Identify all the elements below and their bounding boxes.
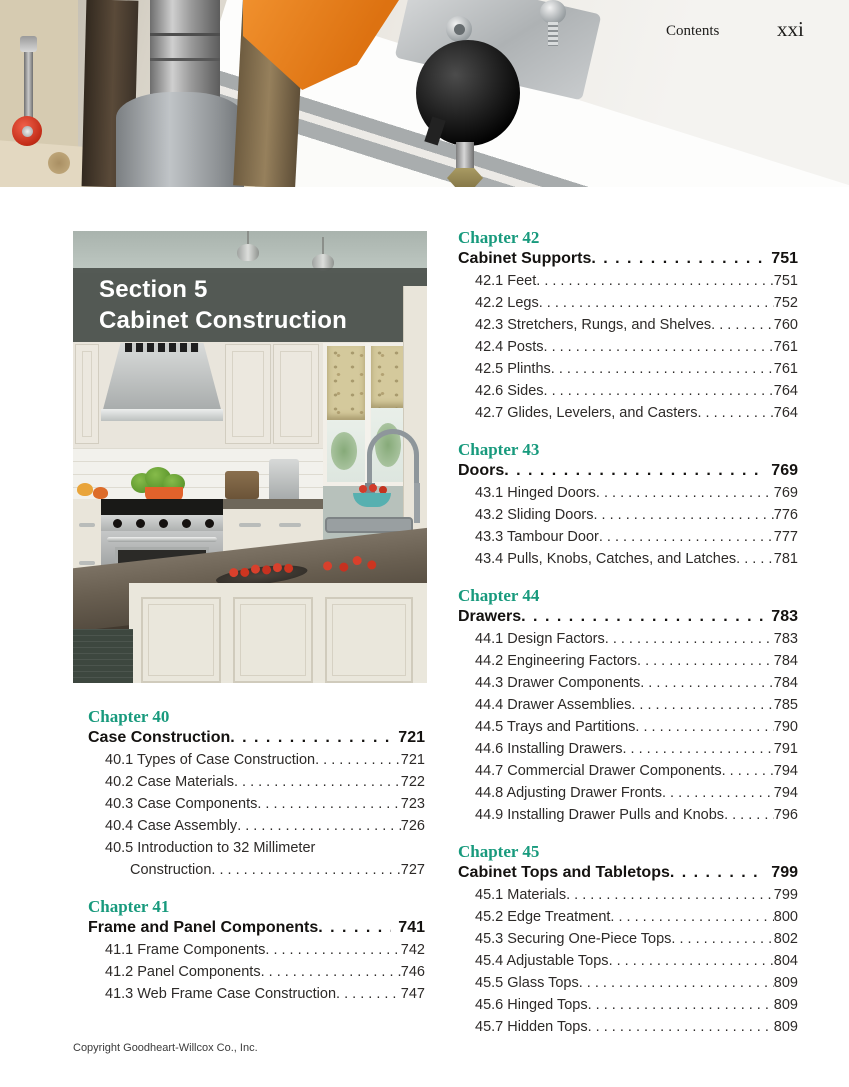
entry-label: 43.1 Hinged Doors	[475, 485, 596, 501]
entry-label: 41.3 Web Frame Case Construction	[105, 986, 337, 1002]
range-knobs	[113, 519, 122, 528]
machinery-photo-banner	[0, 0, 849, 187]
pendant-chain	[247, 231, 249, 245]
dot-leader	[579, 972, 774, 994]
toc-entry	[88, 771, 425, 793]
dot-leader	[605, 628, 774, 650]
chapter-title: Drawers	[458, 608, 522, 625]
entry-page-number: 769	[773, 485, 798, 501]
dot-leader	[504, 460, 764, 482]
toc-entry	[458, 738, 798, 760]
toc-entry	[88, 939, 425, 961]
entry-label: 40.3 Case Components	[105, 796, 258, 812]
chapter-page-number: 741	[398, 919, 425, 936]
toc-entry	[458, 292, 798, 314]
toc-entry	[88, 983, 425, 1005]
dot-leader	[544, 380, 774, 402]
entry-label: 45.5 Glass Tops	[475, 975, 579, 991]
chapter-title: Frame and Panel Components	[88, 919, 319, 936]
entry-page-number: 777	[773, 529, 798, 545]
island-base	[129, 583, 427, 683]
entry-page-number: 764	[773, 383, 798, 399]
gray-cylinder	[116, 92, 244, 187]
entry-page-number: 794	[773, 785, 798, 801]
entry-label: 44.4 Drawer Assemblies	[475, 697, 632, 713]
section-title-overlay	[73, 268, 427, 342]
toc-entry	[458, 884, 798, 906]
toc-entry	[458, 504, 798, 526]
dot-leader	[711, 314, 774, 336]
toc-entry	[458, 650, 798, 672]
toc-entry	[458, 358, 798, 380]
entry-page-number: 747	[400, 986, 425, 1002]
toc-entry	[458, 482, 798, 504]
entry-page-number: 809	[773, 1019, 798, 1035]
entry-page-number: 764	[773, 405, 798, 421]
entry-label: 44.5 Trays and Partitions	[475, 719, 636, 735]
entry-page-number: 784	[773, 653, 798, 669]
pendant-light	[237, 244, 259, 261]
chapter-page-number: 721	[398, 729, 425, 746]
chapter-title: Cabinet Tops and Tabletops	[458, 864, 670, 881]
toc-entry	[458, 402, 798, 424]
page-folio: xxi	[777, 17, 804, 41]
dot-leader	[724, 804, 774, 826]
island-panel	[325, 597, 413, 683]
toc-entry	[458, 716, 798, 738]
cooktop	[101, 499, 223, 515]
dot-leader	[736, 548, 774, 570]
section-title: Cabinet Construction	[99, 307, 347, 334]
island-panel	[141, 597, 221, 683]
entry-label: 41.1 Frame Components	[105, 942, 266, 958]
garden-view	[331, 432, 358, 469]
toc-column-right	[458, 227, 798, 1053]
entry-page-number: 721	[400, 752, 425, 768]
dot-leader	[635, 716, 773, 738]
entry-label: 42.7 Glides, Levelers, and Casters	[475, 405, 698, 421]
entry-label: 44.9 Installing Drawer Pulls and Knobs	[475, 807, 725, 823]
toc-chapter	[88, 706, 425, 881]
island-panel	[233, 597, 313, 683]
chapter-page-number: 799	[771, 864, 798, 881]
bolt-socket	[454, 24, 465, 35]
chapter-page-number: 751	[771, 250, 798, 267]
dot-leader	[318, 917, 391, 939]
entry-page-number: 791	[773, 741, 798, 757]
cabinet-door	[273, 344, 319, 444]
entry-page-number: 783	[773, 631, 798, 647]
dot-leader	[670, 862, 764, 884]
entry-label: 43.4 Pulls, Knobs, Catches, and Latches	[475, 551, 737, 567]
chapter-heading: Chapter 44	[458, 586, 540, 605]
toc-chapter	[458, 585, 798, 826]
hood-louver	[125, 343, 199, 352]
entry-page-number: 760	[773, 317, 798, 333]
entry-page-number: 742	[400, 942, 425, 958]
dot-leader	[237, 815, 401, 837]
entry-page-number: 727	[400, 862, 425, 878]
entry-label: 45.1 Materials	[475, 887, 567, 903]
dot-leader	[640, 672, 774, 694]
chapter-title-row	[88, 727, 425, 749]
knife-block	[225, 471, 259, 499]
chapter-heading: Chapter 43	[458, 440, 540, 459]
dot-leader	[599, 526, 774, 548]
toc-entry	[458, 950, 798, 972]
drawer-pull	[79, 523, 95, 527]
entry-page-number: 723	[400, 796, 425, 812]
chapter-page-number: 783	[771, 608, 798, 625]
cabinet-door	[225, 344, 271, 444]
dot-leader	[610, 906, 773, 928]
dot-leader	[551, 358, 774, 380]
drawer-pull	[279, 523, 301, 527]
toc-entry	[458, 526, 798, 548]
entry-page-number: 790	[773, 719, 798, 735]
chapter-title: Doors	[458, 462, 505, 479]
entry-label: 42.1 Feet	[475, 273, 537, 289]
entry-label: 42.5 Plinths	[475, 361, 551, 377]
drawer-pull	[79, 561, 95, 565]
socket-bolt	[540, 0, 566, 24]
dot-leader	[722, 760, 774, 782]
dot-leader	[211, 859, 400, 881]
entry-label: 45.4 Adjustable Tops	[475, 953, 609, 969]
entry-page-number: 746	[400, 964, 425, 980]
dot-leader	[536, 270, 774, 292]
entry-page-number: 800	[773, 909, 798, 925]
dot-leader	[591, 248, 764, 270]
dot-leader	[539, 292, 774, 314]
entry-label: 44.7 Commercial Drawer Components	[475, 763, 722, 779]
entry-label: 41.2 Panel Components	[105, 964, 261, 980]
dot-leader	[336, 983, 401, 1005]
dot-leader	[257, 793, 400, 815]
entry-page-number: 796	[773, 807, 798, 823]
entry-page-number: 784	[773, 675, 798, 691]
entry-page-number: 761	[773, 339, 798, 355]
chapter-heading: Chapter 45	[458, 842, 540, 861]
chapter-heading: Chapter 41	[88, 897, 170, 916]
drawer-pull	[239, 523, 261, 527]
toc-column-left	[88, 706, 425, 1020]
entry-label: 42.3 Stretchers, Rungs, and Shelves	[475, 317, 712, 333]
dot-leader	[544, 336, 774, 358]
dot-leader	[521, 606, 764, 628]
entry-label: 40.5 Introduction to 32 Millimeter	[105, 840, 316, 856]
toc-chapter	[458, 227, 798, 424]
dot-leader	[566, 884, 774, 906]
tile-floor	[73, 629, 133, 683]
coiled-faucet	[367, 429, 419, 491]
dot-leader	[631, 694, 773, 716]
roller-cap	[22, 126, 33, 137]
toc-entry-continued	[88, 859, 425, 881]
entry-label: 43.2 Sliding Doors	[475, 507, 594, 523]
entry-page-number: 776	[773, 507, 798, 523]
toc-entry	[458, 782, 798, 804]
toc-entry	[458, 336, 798, 358]
entry-label: 44.1 Design Factors	[475, 631, 605, 647]
entry-label: 42.4 Posts	[475, 339, 544, 355]
toc-chapter	[88, 896, 425, 1005]
section-number: Section 5	[99, 276, 208, 303]
pepper	[93, 487, 108, 499]
dot-leader	[637, 650, 774, 672]
entry-label: 44.8 Adjusting Drawer Fronts	[475, 785, 662, 801]
cabinet-door	[75, 344, 99, 444]
clamp-rod	[24, 48, 33, 122]
chapter-title-row	[458, 862, 798, 884]
toc-entry	[458, 548, 798, 570]
toc-chapter	[458, 439, 798, 570]
tomatoes	[359, 485, 367, 493]
oven-handle	[107, 537, 217, 542]
entry-page-number: 751	[773, 273, 798, 289]
toc-entry	[458, 804, 798, 826]
dot-leader	[234, 771, 401, 793]
entry-label: 40.2 Case Materials	[105, 774, 234, 790]
dot-leader	[609, 950, 774, 972]
toc-entry	[458, 270, 798, 292]
entry-page-number: 794	[773, 763, 798, 779]
dot-leader	[594, 504, 774, 526]
shaft-joint	[150, 33, 220, 36]
chapter-title-row	[458, 248, 798, 270]
pendant-chain	[322, 237, 324, 255]
entry-page-number: 726	[400, 818, 425, 834]
toc-chapter	[458, 841, 798, 1038]
toc-entry	[458, 694, 798, 716]
chapter-title-row	[88, 917, 425, 939]
entry-page-number: 809	[773, 975, 798, 991]
faucet-stem	[414, 483, 420, 523]
dot-leader	[623, 738, 774, 760]
entry-label: 40.1 Types of Case Construction	[105, 752, 316, 768]
chapter-title-row	[458, 460, 798, 482]
bolt-thread	[548, 22, 558, 46]
toc-entry	[458, 972, 798, 994]
entry-page-number: 785	[773, 697, 798, 713]
entry-label: 45.2 Edge Treatment	[475, 909, 611, 925]
entry-label: 45.6 Hinged Tops	[475, 997, 588, 1013]
toc-entry	[458, 906, 798, 928]
entry-page-number: 809	[773, 997, 798, 1013]
entry-label: 44.3 Drawer Components	[475, 675, 641, 691]
chapter-heading: Chapter 42	[458, 228, 540, 247]
dot-leader	[230, 727, 391, 749]
dowel-hole	[48, 152, 70, 174]
dot-leader	[315, 749, 401, 771]
chapter-title: Case Construction	[88, 729, 231, 746]
stand-mixer	[269, 459, 299, 499]
toc-entry	[458, 928, 798, 950]
entry-page-number: 722	[400, 774, 425, 790]
entry-label: 44.6 Installing Drawers	[475, 741, 623, 757]
entry-page-number: 802	[773, 931, 798, 947]
toc-entry	[458, 1016, 798, 1038]
range-hood	[101, 343, 223, 417]
kitchen-photo	[73, 231, 427, 683]
dot-leader	[588, 994, 774, 1016]
entry-label: 45.7 Hidden Tops	[475, 1019, 588, 1035]
toc-entry	[458, 760, 798, 782]
entry-label: 42.6 Sides	[475, 383, 544, 399]
entry-label: 42.2 Legs	[475, 295, 539, 311]
dot-leader	[662, 782, 774, 804]
blue-bowl	[353, 493, 391, 507]
toc-entry	[458, 380, 798, 402]
entry-label: 45.3 Securing One-Piece Tops	[475, 931, 672, 947]
entry-page-number: 804	[773, 953, 798, 969]
toc-entry	[458, 314, 798, 336]
floral-shade	[327, 346, 365, 420]
entry-page-number: 752	[773, 295, 798, 311]
toc-entry	[458, 672, 798, 694]
hood-band	[101, 409, 223, 421]
toc-entry	[458, 628, 798, 650]
entry-label: 44.2 Engineering Factors	[475, 653, 638, 669]
pepper	[77, 483, 93, 496]
entry-page-number: 781	[773, 551, 798, 567]
window-glass	[327, 420, 365, 482]
chapter-title-row	[458, 606, 798, 628]
entry-page-number: 799	[773, 887, 798, 903]
dot-leader	[261, 961, 401, 983]
chapter-page-number: 769	[771, 462, 798, 479]
entry-label: 40.4 Case Assembly	[105, 818, 238, 834]
toc-entry	[88, 793, 425, 815]
chapter-title: Cabinet Supports	[458, 250, 592, 267]
dot-leader	[596, 482, 774, 504]
shaft-joint	[150, 58, 220, 61]
running-head-contents: Contents	[666, 23, 720, 39]
toc-entry	[88, 749, 425, 771]
copyright-notice: Copyright Goodheart-Willcox Co., Inc.	[73, 1042, 258, 1054]
toc-entry	[88, 961, 425, 983]
toc-entry	[458, 994, 798, 1016]
dot-leader	[697, 402, 773, 424]
scattered-tomatoes	[323, 561, 333, 571]
clamp-screw	[20, 36, 37, 52]
dot-leader	[671, 928, 773, 950]
chapter-heading: Chapter 40	[88, 707, 170, 726]
dot-leader	[265, 939, 400, 961]
dot-leader	[588, 1016, 774, 1038]
toc-entry	[88, 837, 425, 859]
entry-page-number: 761	[773, 361, 798, 377]
entry-label: 43.3 Tambour Door	[475, 529, 599, 545]
knob-shaft	[456, 142, 474, 172]
entry-label: Construction	[130, 862, 212, 878]
toc-entry	[88, 815, 425, 837]
